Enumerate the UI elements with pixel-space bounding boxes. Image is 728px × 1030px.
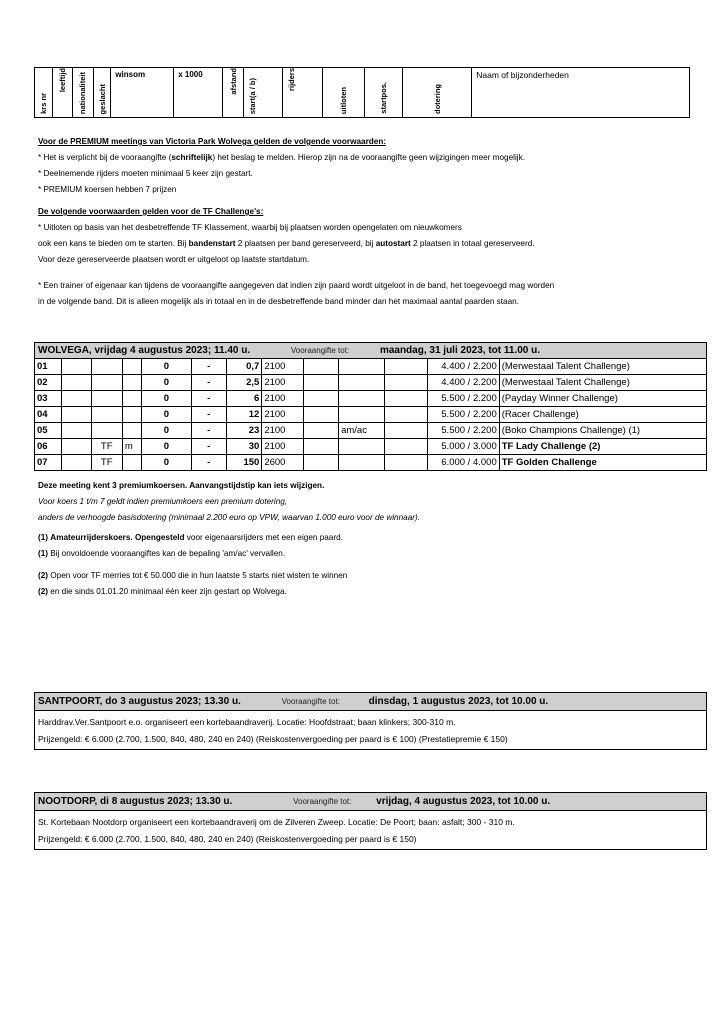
race-cell-start bbox=[303, 455, 338, 471]
race-cell-dist: 2100 bbox=[262, 359, 303, 375]
race-cell-max: 23 bbox=[226, 423, 261, 439]
race-cell-nr: 06 bbox=[35, 439, 62, 455]
nootdorp-table bbox=[34, 792, 707, 850]
wolvega-title: WOLVEGA, vrijdag 4 augustus 2023; 11.40 u. bbox=[38, 345, 251, 356]
wolvega-notes bbox=[38, 478, 420, 600]
santpoort-title: SANTPOORT, do 3 augustus 2023; 13.30 u. bbox=[38, 696, 241, 707]
race-cell-dash: - bbox=[191, 359, 226, 375]
col-uitloten: uitloten bbox=[322, 68, 364, 118]
race-cell-dot: 5.500 / 2.200 bbox=[428, 391, 500, 407]
race-cell-max: 150 bbox=[226, 455, 261, 471]
race-cell-start bbox=[303, 423, 338, 439]
race-cell-dist: 2100 bbox=[262, 375, 303, 391]
wolvega-deadline: maandag, 31 juli 2023, tot 11.00 u. bbox=[379, 345, 541, 356]
tf-line-3: Voor deze gereserveerde plaatsen wordt er uitgeloot op laatste startdatum. bbox=[38, 255, 310, 264]
col-dotering: dotering bbox=[403, 68, 472, 118]
race-row bbox=[35, 455, 707, 471]
premium-line-2: * Deelnemende rijders moeten minimaal 5 keer zijn gestart. bbox=[38, 169, 253, 178]
tf-line-2: ook een kans te bieden om te starten. Bij bandenstart 2 plaatsen per band gereserveerd, bij autostart 2 plaatsen in totaal gereserveerd. bbox=[38, 239, 535, 248]
race-cell-empty bbox=[62, 359, 91, 375]
race-cell-min: 0 bbox=[142, 375, 192, 391]
footnote-1a: (1) Amateurrijderskoers. Opengesteld voor eigenaarsrijders met een eigen paard. bbox=[38, 533, 343, 542]
race-cell-nat bbox=[91, 407, 122, 423]
race-cell-empty bbox=[384, 439, 427, 455]
race-cell-dash: - bbox=[191, 407, 226, 423]
col-start: start(a / b) bbox=[244, 68, 282, 118]
race-cell-min: 0 bbox=[142, 391, 192, 407]
col-rijders: rijders bbox=[282, 68, 322, 118]
race-cell-max: 0,7 bbox=[226, 359, 261, 375]
race-cell-name: (Boko Champions Challenge) (1) bbox=[499, 423, 706, 439]
race-cell-riders bbox=[339, 359, 384, 375]
race-cell-dot: 6.000 / 4.000 bbox=[428, 455, 500, 471]
race-row bbox=[35, 423, 707, 439]
race-cell-dot: 4.400 / 2.200 bbox=[428, 359, 500, 375]
race-cell-empty bbox=[384, 375, 427, 391]
col-nationaliteit: nationaliteit bbox=[73, 68, 94, 118]
race-cell-sex bbox=[122, 375, 141, 391]
race-cell-nr: 05 bbox=[35, 423, 62, 439]
tf-conditions bbox=[38, 204, 554, 310]
race-cell-name: TF Lady Challenge (2) bbox=[499, 439, 706, 455]
santpoort-deadline: dinsdag, 1 augustus 2023, tot 10.00 u. bbox=[368, 696, 549, 707]
nootdorp-line-1: St. Kortebaan Nootdorp organiseert een kortebaandraverij om de Zilveren Zweep. Locatie: De Poort; baan: asfalt; 300 - 310 m. bbox=[35, 811, 707, 831]
race-cell-empty bbox=[384, 359, 427, 375]
race-cell-nr: 03 bbox=[35, 391, 62, 407]
santpoort-table bbox=[34, 692, 707, 750]
race-cell-sex bbox=[122, 423, 141, 439]
nootdorp-deadline: vrijdag, 4 augustus 2023, tot 10.00 u. bbox=[376, 796, 551, 807]
wolvega-vooraangifte-label: Vooraangifte tot: bbox=[290, 346, 350, 355]
race-cell-dist: 2100 bbox=[262, 423, 303, 439]
race-row bbox=[35, 439, 707, 455]
race-cell-name: TF Golden Challenge bbox=[499, 455, 706, 471]
race-cell-name: (Merwestaal Talent Challenge) bbox=[499, 375, 706, 391]
race-cell-max: 6 bbox=[226, 391, 261, 407]
race-cell-max: 12 bbox=[226, 407, 261, 423]
race-cell-nat bbox=[91, 359, 122, 375]
race-cell-nr: 02 bbox=[35, 375, 62, 391]
premium-conditions bbox=[38, 134, 525, 198]
race-cell-dash: - bbox=[191, 375, 226, 391]
race-cell-empty bbox=[62, 423, 91, 439]
race-cell-empty bbox=[384, 407, 427, 423]
col-geslacht: geslacht bbox=[93, 68, 111, 118]
race-row bbox=[35, 375, 707, 391]
race-cell-max: 30 bbox=[226, 439, 261, 455]
race-cell-start bbox=[303, 359, 338, 375]
race-cell-empty bbox=[62, 375, 91, 391]
race-cell-start bbox=[303, 439, 338, 455]
race-cell-max: 2,5 bbox=[226, 375, 261, 391]
wolvega-race-table bbox=[34, 342, 707, 471]
tf-heading: De volgende voorwaarden gelden voor de TF Challenge's: bbox=[38, 207, 264, 216]
race-cell-nr: 04 bbox=[35, 407, 62, 423]
column-header-table bbox=[34, 67, 690, 118]
tf-line-1: * Uitloten op basis van het desbetreffende TF Klassement, waarbij bij plaatsen worden opengelaten om nieuwkomers bbox=[38, 223, 462, 232]
race-cell-min: 0 bbox=[142, 407, 192, 423]
col-startpos: startpos. bbox=[365, 68, 403, 118]
race-cell-empty bbox=[384, 423, 427, 439]
race-cell-name: (Racer Challenge) bbox=[499, 407, 706, 423]
race-cell-empty bbox=[62, 391, 91, 407]
race-cell-riders bbox=[339, 455, 384, 471]
race-cell-dist: 2100 bbox=[262, 439, 303, 455]
premium-heading: Voor de PREMIUM meetings van Victoria Park Wolvega gelden de volgende voorwaarden: bbox=[38, 137, 387, 146]
col-naam: Naam of bijzonderheden bbox=[472, 68, 690, 118]
race-cell-riders bbox=[339, 439, 384, 455]
race-cell-nat bbox=[91, 375, 122, 391]
race-cell-nat bbox=[91, 391, 122, 407]
race-cell-dot: 5.000 / 3.000 bbox=[428, 439, 500, 455]
race-cell-sex bbox=[122, 391, 141, 407]
wolvega-note-italic-1: Voor koers 1 t/m 7 geldt indien premiumkoers een premium dotering, bbox=[38, 497, 288, 506]
col-krs-nr: krs nr bbox=[35, 68, 53, 118]
race-cell-dash: - bbox=[191, 391, 226, 407]
race-cell-min: 0 bbox=[142, 423, 192, 439]
race-cell-empty bbox=[62, 439, 91, 455]
race-cell-nr: 07 bbox=[35, 455, 62, 471]
nootdorp-title: NOOTDORP, di 8 augustus 2023; 13.30 u. bbox=[38, 796, 233, 807]
race-cell-riders bbox=[339, 391, 384, 407]
col-winsom: winsom bbox=[111, 68, 174, 118]
race-cell-min: 0 bbox=[142, 439, 192, 455]
race-cell-name: (Payday Winner Challenge) bbox=[499, 391, 706, 407]
race-cell-dist: 2600 bbox=[262, 455, 303, 471]
race-cell-nat: TF bbox=[91, 455, 122, 471]
wolvega-note-italic-2: anders de verhoogde basisdotering (minimaal 2.200 euro op VPW, waarvan 1.000 euro voor de winnaar). bbox=[38, 513, 421, 522]
race-cell-riders: am/ac bbox=[339, 423, 384, 439]
race-cell-sex: m bbox=[122, 439, 141, 455]
race-cell-start bbox=[303, 391, 338, 407]
race-row bbox=[35, 407, 707, 423]
footnote-2b: (2) en die sinds 01.01.20 minimaal één keer zijn gestart op Wolvega. bbox=[38, 587, 287, 596]
race-row bbox=[35, 391, 707, 407]
race-cell-start bbox=[303, 375, 338, 391]
col-afstand: afstand bbox=[222, 68, 244, 118]
santpoort-line-1: Harddrav.Ver.Santpoort e.o. organiseert een kortebaandraverij. Locatie: Hoofdstraat; baan klinkers; 300-310 m. bbox=[35, 711, 707, 731]
race-cell-sex bbox=[122, 359, 141, 375]
race-cell-empty bbox=[384, 391, 427, 407]
tf-line-5: in de volgende band. Dit is alleen mogelijk als in totaal en in de desbetreffende band minder dan het maximaal aantal paarden staan. bbox=[38, 297, 519, 306]
race-cell-empty bbox=[62, 407, 91, 423]
col-leeftijd: leeftijd bbox=[52, 68, 73, 118]
race-cell-dash: - bbox=[191, 455, 226, 471]
race-cell-riders bbox=[339, 407, 384, 423]
race-cell-dash: - bbox=[191, 439, 226, 455]
tf-line-4: * Een trainer of eigenaar kan tijdens de vooraangifte aangegeven dat indien zijn paard wordt uitgeloot in de band, het toegevoegd mag worden bbox=[38, 281, 555, 290]
race-cell-empty bbox=[62, 455, 91, 471]
santpoort-vooraangifte-label: Vooraangifte tot: bbox=[281, 697, 340, 706]
race-cell-sex bbox=[122, 407, 141, 423]
race-cell-name: (Merwestaal Talent Challenge) bbox=[499, 359, 706, 375]
premium-line-3: * PREMIUM koersen hebben 7 prijzen bbox=[38, 185, 177, 194]
race-cell-nat: TF bbox=[91, 439, 122, 455]
footnote-1b: (1) Bij onvoldoende vooraangiftes kan de bepaling 'am/ac' vervallen. bbox=[38, 549, 286, 558]
santpoort-line-2: Prijzengeld: € 6.000 (2.700, 1.500, 840, 480, 240 en 240) (Reiskostenvergoeding per paard is € 100) (Prestatiepremie € 150) bbox=[35, 730, 707, 750]
race-cell-dash: - bbox=[191, 423, 226, 439]
race-cell-dot: 4.400 / 2.200 bbox=[428, 375, 500, 391]
race-cell-min: 0 bbox=[142, 359, 192, 375]
race-cell-riders bbox=[339, 375, 384, 391]
race-cell-min: 0 bbox=[142, 455, 192, 471]
race-cell-dot: 5.500 / 2.200 bbox=[428, 423, 500, 439]
footnote-2a: (2) Open voor TF merries tot € 50.000 die in hun laatste 5 starts niet wisten te winnen bbox=[38, 571, 348, 580]
race-cell-sex bbox=[122, 455, 141, 471]
wolvega-note-bold: Deze meeting kent 3 premiumkoersen. Aanvangstijdstip kan iets wijzigen. bbox=[38, 481, 325, 490]
race-cell-dist: 2100 bbox=[262, 391, 303, 407]
col-x1000: x 1000 bbox=[174, 68, 222, 118]
nootdorp-vooraangifte-label: Vooraangifte tot: bbox=[293, 797, 352, 806]
race-cell-empty bbox=[384, 455, 427, 471]
nootdorp-line-2: Prijzengeld: € 6.000 (2.700, 1.500, 840, 480, 240 en 240) (Reiskostenvergoeding per paard is € 150) bbox=[35, 830, 707, 850]
race-cell-dot: 5.500 / 2.200 bbox=[428, 407, 500, 423]
race-row bbox=[35, 359, 707, 375]
race-cell-dist: 2100 bbox=[262, 407, 303, 423]
wolvega-header-row bbox=[35, 343, 707, 359]
race-cell-start bbox=[303, 407, 338, 423]
race-cell-nr: 01 bbox=[35, 359, 62, 375]
race-cell-nat bbox=[91, 423, 122, 439]
premium-line-1: * Het is verplicht bij de vooraangifte (schriftelijk) het beslag te melden. Hierop zijn na de vooraangifte geen wijzigingen meer mogelijk. bbox=[38, 153, 525, 162]
